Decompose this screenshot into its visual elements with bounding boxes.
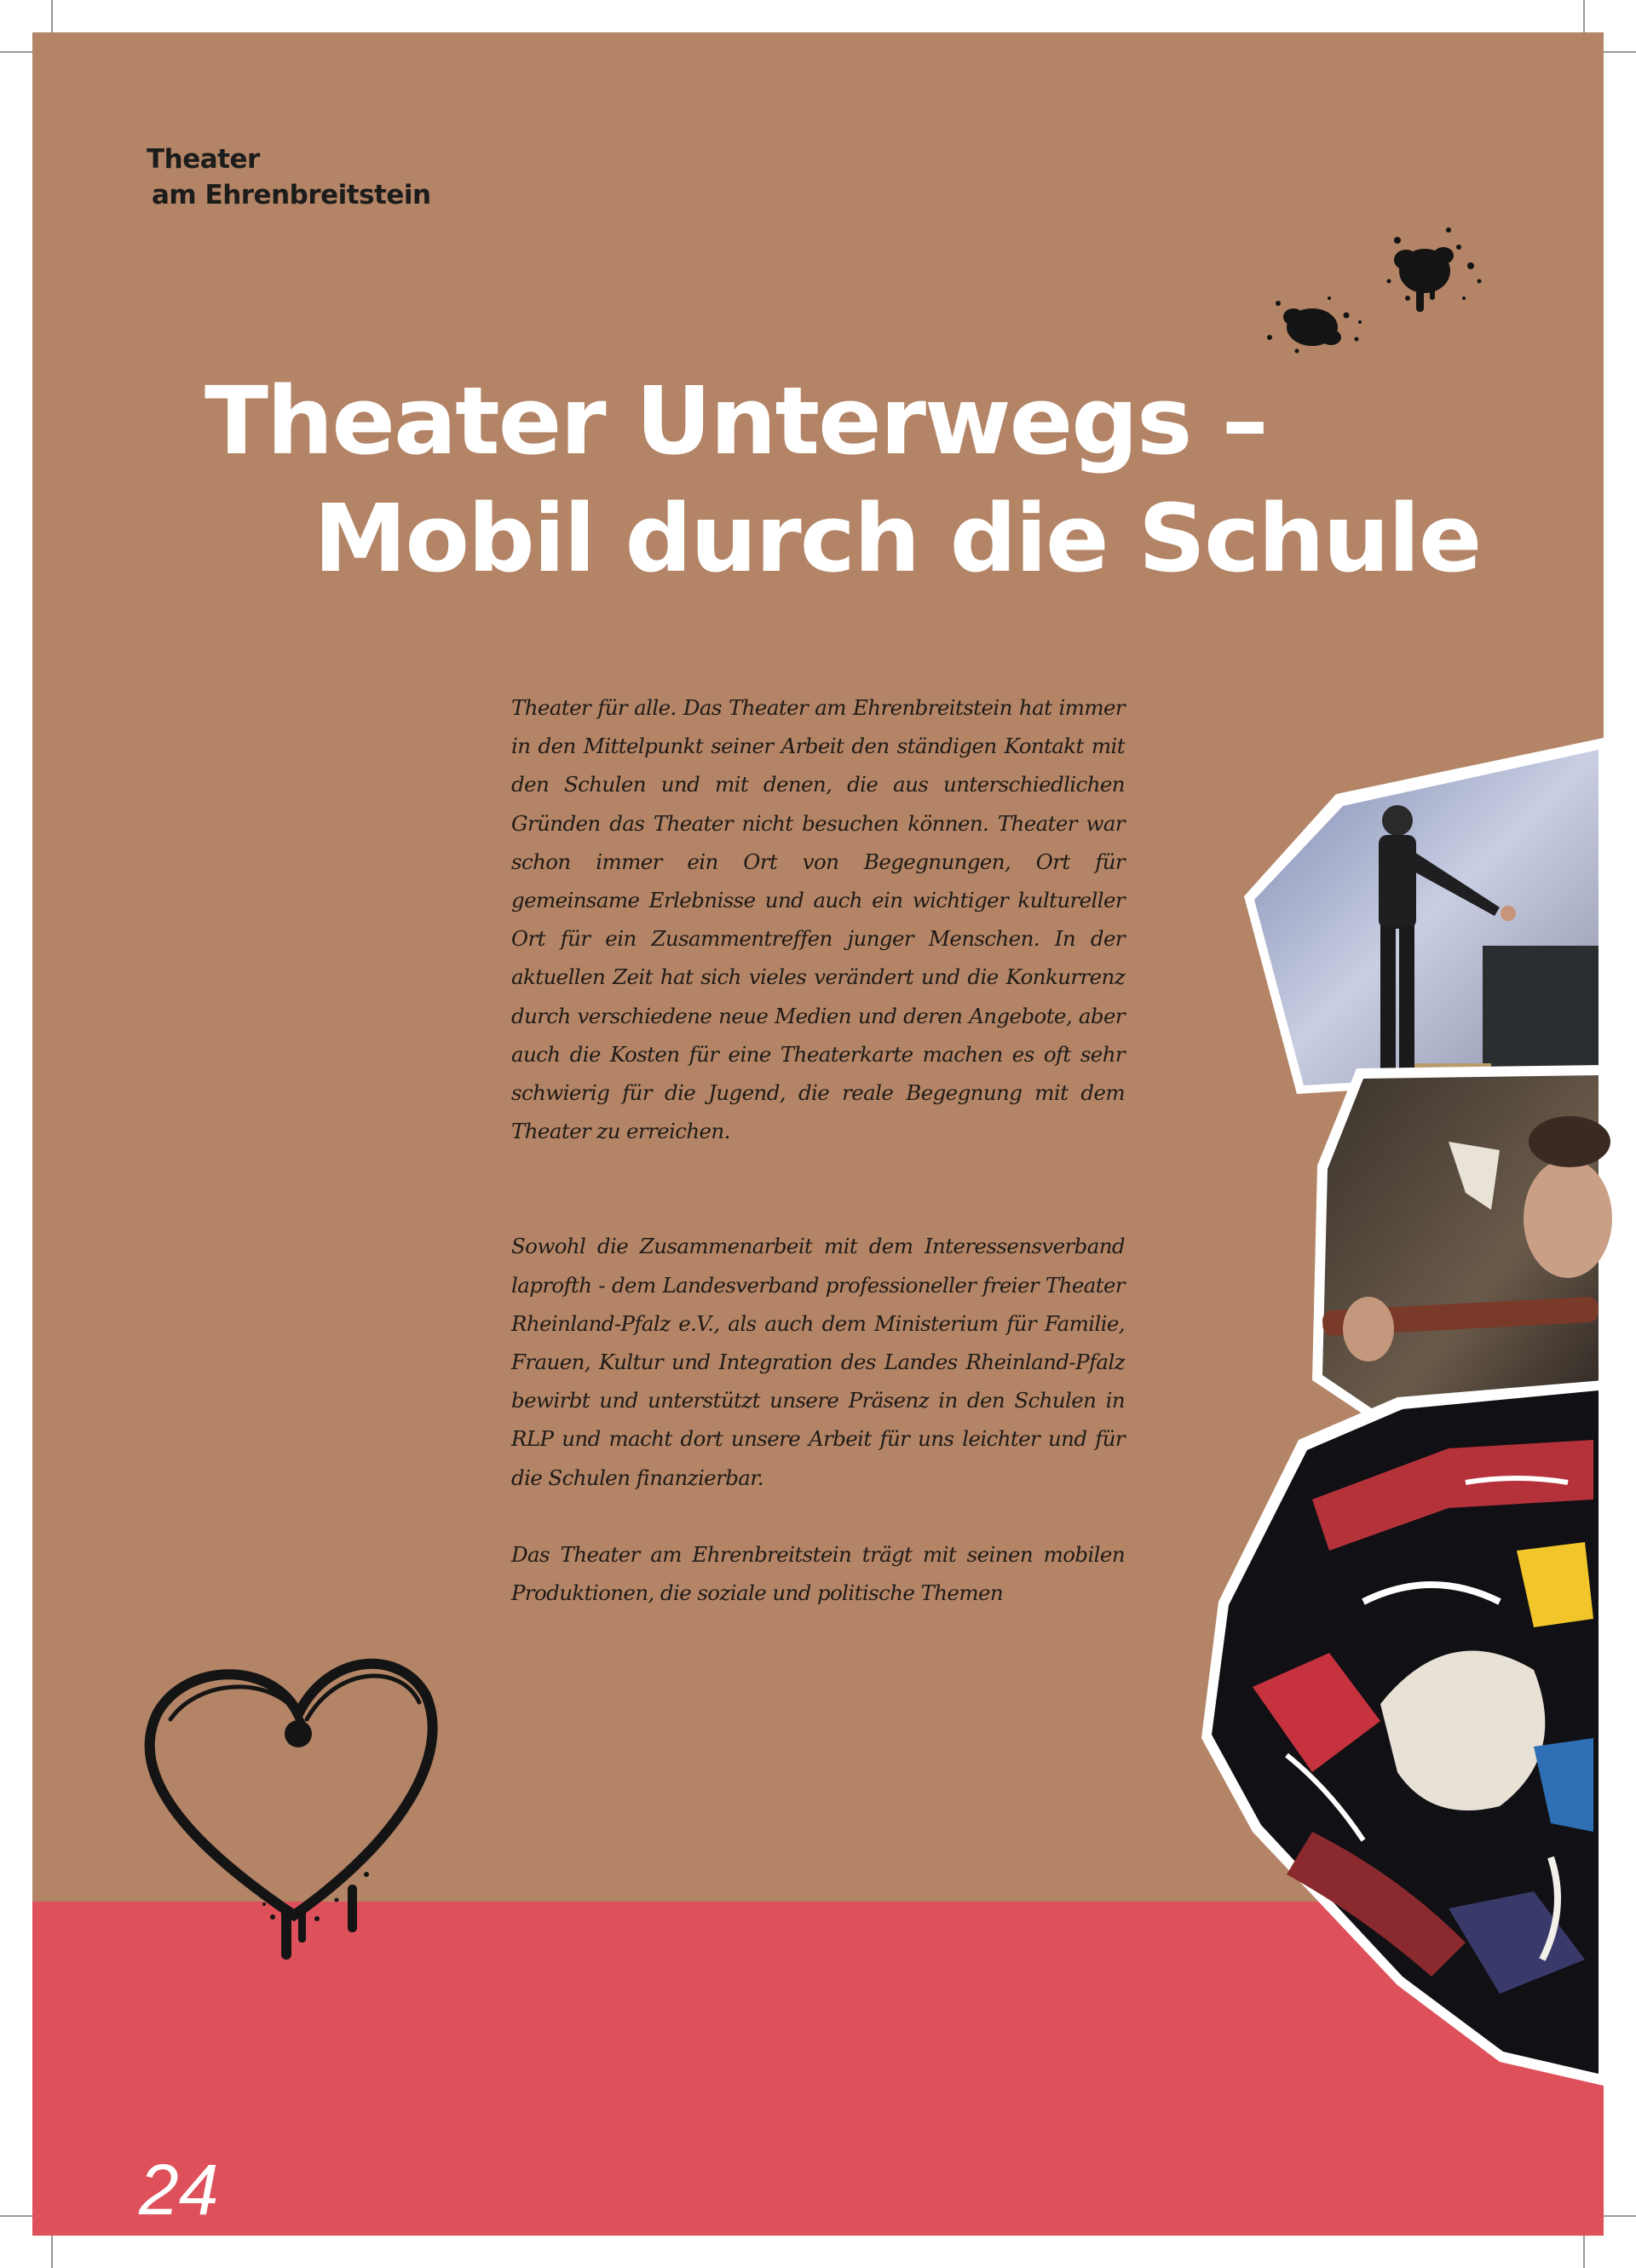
paragraph-3: Das Theater am Ehrenbreitstein trägt mit seinen mobilen Produktionen, die soziale und politische Themen <box>511 1541 1125 1606</box>
title-line-1: Theater Unterwegs – <box>204 366 1267 475</box>
crop-mark <box>0 2215 32 2217</box>
crop-mark <box>1583 2236 1585 2268</box>
crop-mark <box>1604 2215 1636 2217</box>
crop-mark <box>51 2236 53 2268</box>
brand-line-1: Theater <box>147 144 260 175</box>
crop-mark <box>1604 51 1636 53</box>
footer-band <box>32 1902 1604 2236</box>
crop-mark <box>1583 0 1585 32</box>
paragraph-1: Theater für alle. Das Theater am Ehrenbreitstein hat immer in den Mittelpunkt seiner Arbeit den ständigen Kontakt mit den Schulen und mit denen, die aus unterschiedlichen Gründen das Theater nicht besuchen können. Theater war schon immer ein Ort von Begegnungen, Ort für gemeinsame Erlebnisse und auch ein wichtiger kultureller Ort für ein Zusammentreffen junger Menschen. In der aktuellen Zeit hat sich vieles verändert und die Konkurrenz durch verschiedene neue Medien und deren Angebote, aber auch die Kosten für eine Theaterkarte machen es oft sehr schwierig für die Jugend, die reale Begegnung mit dem Theater zu erreichen. <box>511 695 1125 1144</box>
page-number: 24 <box>139 2150 219 2230</box>
paragraph-2: Sowohl die Zusammenarbeit mit dem Interessensverband laprofth - dem Landesverband professioneller freier Theater Rheinland-Pfalz e.V., als auch dem Ministerium für Familie, Frauen, Kultur und Integration des Landes Rheinland-Pfalz bewirbt und unterstützt unsere Präsenz in den Schulen in RLP und macht dort unsere Arbeit für uns leichter und für die Schulen finanzierbar. <box>511 1234 1125 1490</box>
brand-line-2: am Ehrenbreitstein <box>152 180 431 210</box>
article-body <box>511 688 1125 1612</box>
page-title <box>204 362 1534 597</box>
crop-mark <box>51 0 53 32</box>
title-line-2: Mobil durch die Schule <box>314 484 1481 593</box>
brand-logo-text <box>147 141 431 213</box>
crop-mark <box>0 51 32 53</box>
